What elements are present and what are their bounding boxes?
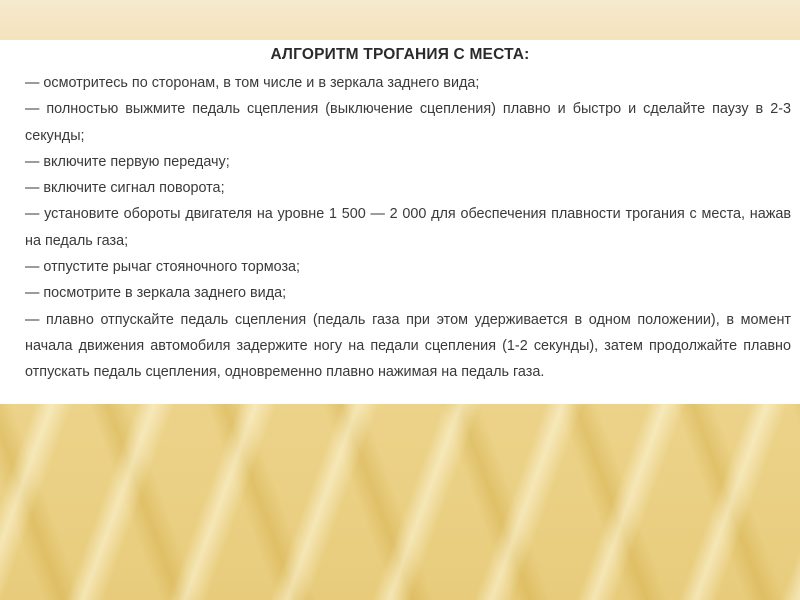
slide-top-band [0,0,800,40]
step-item: — включите сигнал поворота; [25,180,225,197]
step-item: — полностью выжмите педаль сцепления (выключение сцепления) плавно и быстро и сделайте паузу в 2-3 секунды; [25,101,791,144]
slide-decorative-texture [0,400,800,600]
step-item: — установите обороты двигателя на уровне 1 500 — 2 000 для обеспечения плавности трогания с места, нажав на педаль газа; [25,206,791,249]
step-item: — посмотрите в зеркала заднего вида; [25,285,287,302]
step-item: — включите первую передачу; [25,153,230,170]
slide-title: АЛГОРИТМ ТРОГАНИЯ С МЕСТА: [270,46,530,63]
step-item: — осмотритесь по сторонам, в том числе и в зеркала заднего вида; [25,75,480,91]
step-item: — плавно отпускайте педаль сцепления (педаль газа при этом удерживается в одном положении), в момент начала движения автомобиля задержите ногу на педали сцепления (1-2 секунды), затем продолжайте плавно отпускать педаль сцепления, одновременно плавно нажимая на педаль газа. [25,311,791,381]
steps-list [25,70,791,386]
content-panel [0,40,800,404]
step-item: — отпустите рычаг стояночного тормоза; [25,259,301,276]
